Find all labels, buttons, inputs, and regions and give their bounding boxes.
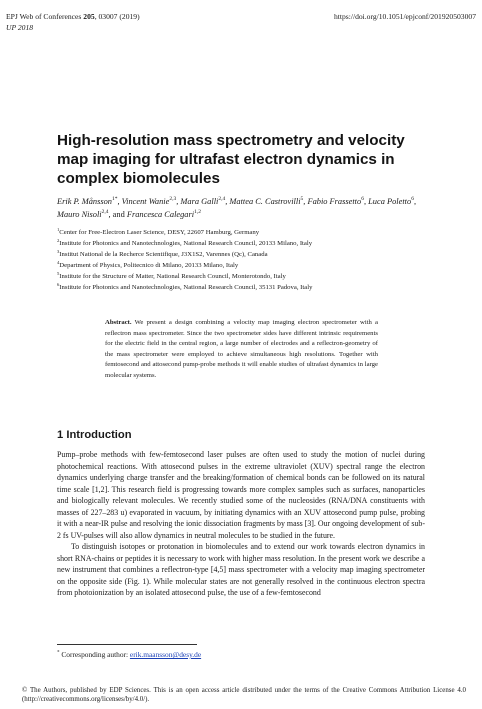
affiliation-item <box>57 260 437 271</box>
article-number: , 03007 (2019) <box>94 12 140 21</box>
conference-label: UP 2018 <box>6 23 34 32</box>
doi-link[interactable]: https://doi.org/10.1051/epjconf/201920503007 <box>333 12 476 21</box>
paragraph-2: To distinguish isotopes or protonation in biomolecules and to extend our work towards electron dynamics in short RNA-chains or peptides it is necessary to work with higher mass resolution. In the present work we describe a new instrument that combines a reflectron-type [4,5] mass spectrometer with a velocity map imaging spectrometer on the opposite side (Fig. 1). While molecular states are not generally resolved in the continuous electron spectra from photoionization by an isolated attosecond pulse, the use of a few-femtosecond <box>57 542 425 597</box>
abstract-text: We present a design combining a velocity map imaging electron spectrometer with a reflectron mass spectrometer. Since the two spectrometer sides have different intrinsic requirements for the electric field in the central region, a large number of electrodes and a reflectron-geometry of the mass spectrometer were employed to achieve simultaneous high resolutions. Together with femtosecond and attosecond pump-probe methods it will enable studies of ultrafast dynamics in large molecular systems. <box>105 319 378 379</box>
affiliation-number: 5 <box>57 271 60 277</box>
affiliation-list <box>57 227 437 294</box>
affiliation-text: Department of Physics, Politecnico di Milano, 20133 Milano, Italy <box>59 262 239 270</box>
affiliation-number: 2 <box>57 237 60 243</box>
affiliation-item <box>57 271 437 282</box>
author-name: Mara Galli <box>180 197 219 206</box>
footnote-mark: * <box>57 650 60 656</box>
paragraph-1: Pump–probe methods with few-femtosecond laser pulses are often used to study the motion of nuclei during photochemical reactions. With attosecond pulses in the extreme ultraviolet (XUV) spectral range the electron dynamics underlying charge transfer and the breaking/formation of chemical bonds can be followed on its natural time scale [1,2]. This research field is progressing towards more complex samples such as surfaces, nanoparticles and biologically relevant molecules. We recently studied some of the nucleosides (RNA/DNA constituents with masses of 227–283 u) evaporated in vacuum, by initiating dynamics with an XUV attosecond pump pulse, probing it with a near-IR pulse and resolving the ionic dissociation fragments by mass [3]. Our ongoing development of sub-2 fs UV-pulses will also allow dynamics in neutral molecules to be studied in the future. <box>57 450 425 540</box>
affiliation-number: 3 <box>57 248 60 254</box>
author-list: Erik P. Månsson$^{1*}$, Vincent Wanie$^{2,3}$, Mara Galli$^{2,4}$, Mattea C. Castrovilli$^5$, Fabio Frassetto$^6$, Luca Poletto$^6$, Mauro Nisoli$^{2,4}$, and Francesca Calegari$^{1,2}$ <box>57 196 417 219</box>
license-notice: © The Authors, published by EDP Sciences. This is an open access article distributed under the terms of the Creative Commons Attribution License 4.0 (http://creativecommons.org/licenses/by/4.0/). <box>22 687 466 704</box>
affiliation-text: Institute for the Structure of Matter, National Research Council, Monterotondo, Italy <box>59 273 286 281</box>
author-affiliation-mark: 6 <box>361 196 364 203</box>
abstract-label: Abstract. <box>105 319 132 326</box>
author-name: Fabio Frassetto <box>307 197 362 206</box>
footnote-divider <box>57 644 197 645</box>
affiliation-text: Institut National de la Recherce Scientifique, J3X1S2, Varennes (Qc), Canada <box>59 251 268 259</box>
author-name: Erik P. Månsson <box>57 197 112 206</box>
footnote <box>57 650 201 659</box>
affiliation-item <box>57 249 437 260</box>
author-name: Francesca Calegari <box>126 209 195 219</box>
affiliation-text: Center for Free-Electron Laser Science, DESY, 22607 Hamburg, Germany <box>59 229 260 236</box>
author-affiliation-mark: 1,2 <box>194 208 201 215</box>
affiliation-text: Institute for Photonics and Nanotechnologies, National Research Council, 35131 Padova, Italy <box>59 284 313 292</box>
author-email-link[interactable]: erik.maansson@desy.de <box>129 650 202 659</box>
affiliation-number: 6 <box>57 282 60 288</box>
author-affiliation-mark: 2,4 <box>218 196 226 203</box>
paper-title: High-resolution mass spectrometry and velocity map imaging for ultrafast electron dynamics in complex biomolecules <box>57 132 405 187</box>
section-body <box>57 449 425 599</box>
author-name: Vincent Wanie <box>121 197 170 206</box>
journal-name: EPJ Web of Conferences <box>6 12 82 21</box>
abstract-block <box>105 318 378 381</box>
author-affiliation-mark: 6 <box>411 196 414 203</box>
affiliation-item <box>57 282 437 293</box>
journal-volume: 205 <box>83 12 95 21</box>
affiliation-number: 4 <box>57 260 60 266</box>
author-affiliation-mark: 2,3 <box>169 196 177 203</box>
author-name: Luca Poletto <box>368 197 412 206</box>
affiliation-text: Institute for Photonics and Nanotechnologies, National Research Council, 20133 Milano, Italy <box>59 240 313 248</box>
author-name: Mauro Nisoli <box>57 209 102 219</box>
author-affiliation-mark: 1* <box>111 196 118 203</box>
affiliation-item <box>57 227 437 238</box>
author-affiliation-mark: 2,4 <box>101 208 109 215</box>
section-heading: 1 Introduction <box>57 429 132 441</box>
author-affiliation-mark: 5 <box>300 196 304 203</box>
running-header-left <box>6 12 140 21</box>
author-name: Mattea C. Castrovilli <box>229 197 301 206</box>
affiliation-item <box>57 238 437 249</box>
affiliation-number: 1 <box>57 226 60 232</box>
footnote-label: Corresponding author: <box>61 650 130 659</box>
